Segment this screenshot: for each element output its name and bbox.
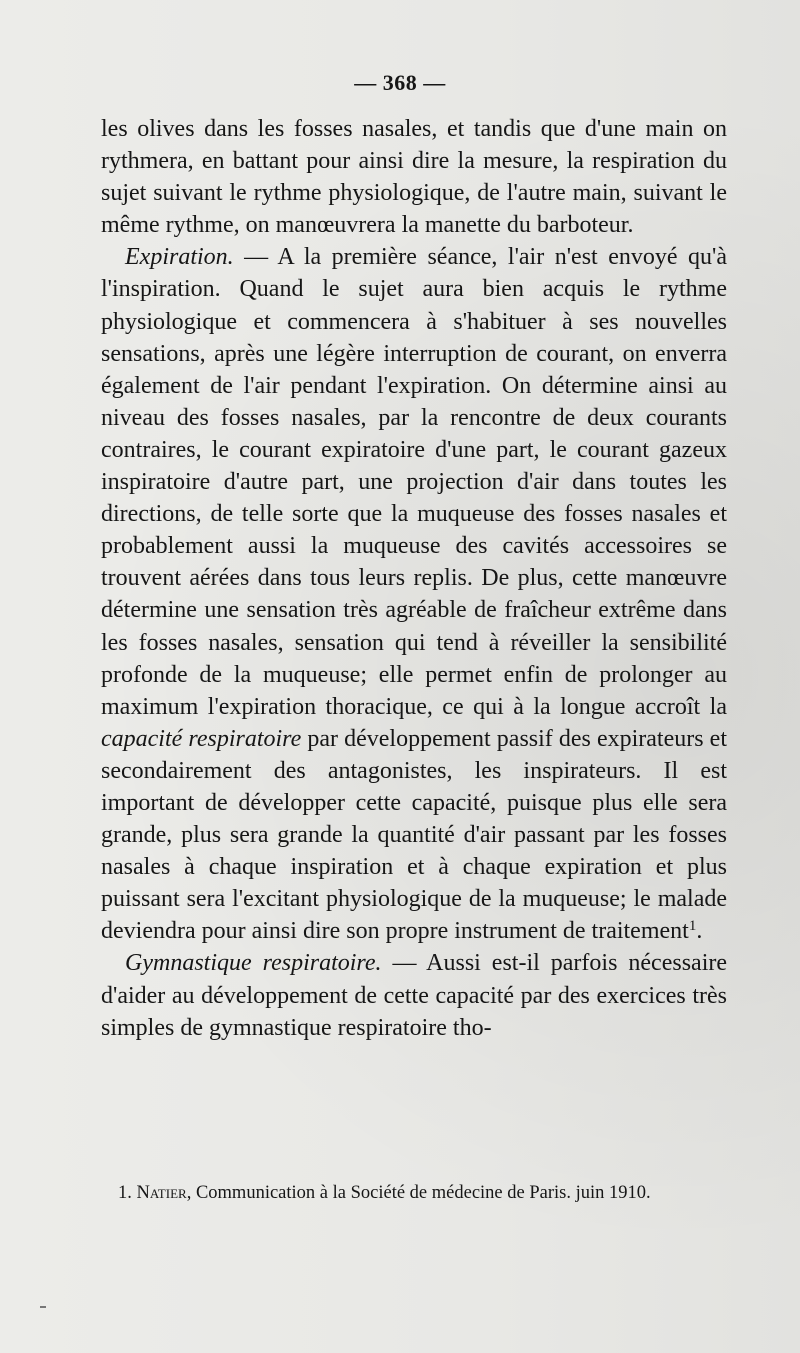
paragraph-text: — Aussi est-il parfois nécessaire d'aider au développement de cette capacité par des exercices très simples de gymnastique respiratoire tho- — [101, 950, 728, 1041]
scan-mark — [40, 1306, 46, 1308]
footnote-number: 1. — [118, 1183, 132, 1203]
footnote-reference: 1 — [688, 918, 697, 935]
emphasized-term: capacité respiratoire — [101, 725, 302, 752]
body-text — [101, 113, 727, 1044]
footnote-text: , Communication à la Société de médecine de Paris. juin 1910. — [186, 1183, 651, 1203]
paragraph-text: les olives dans les fosses nasales, et tandis que d'une main on rythmera, en battant pour ainsi dire la mesure, la respiration du sujet suivant le rythme physiologique, de l'autre main, suivant le même rythme, on manœuvrera la manette du barboteur. — [101, 116, 727, 239]
paragraph-text: — A la première séance, l'air n'est envoyé qu'à l'inspiration. Quand le sujet aura bien acquis le rythme physiologique et commencera à s'habituer à ses nouvelles sensations, après une légère interruption de courant, on enverra également de l'air pendant l'expiration. On détermine ainsi au niveau des fosses nasales, par la rencontre de deux courants contraires, le courant expiratoire d'une part, le courant gazeux inspiratoire d'autre part, une projection d'air dans toutes les directions, de telle sorte que la muqueuse des fosses nasales et probablement aussi la muqueuse des cavités accessoires se trouvent aérées dans tous leurs replis. De plus, cette manœuvre détermine une sensation très agréable de fraîcheur extrême dans les fosses nasales, sensation qui tend à réveiller la sensibilité profonde de la muqueuse; elle permet enfin de prolonger au maximum l'expiration thoracique, ce qui à la longue accroît la — [101, 244, 727, 720]
section-heading-expiration: Expiration. — [125, 244, 234, 271]
footnote-author: Natier — [136, 1183, 187, 1203]
paragraph-text: par développement passif des expirateurs et secondairement des antagonistes, les inspirateurs. Il est important de développer cette capacité, puisque plus elle sera grande, plus sera grande la quantité d'air passant par les fosses nasales à chaque inspiration et à chaque expiration et plus puissant sera l'excitant physiologique de la muqueuse; le malade deviendra pour ainsi dire son propre instrument de traitement — [101, 725, 727, 945]
paragraph-gymnastique — [101, 947, 727, 1043]
section-heading-gymnastique: Gymnastique respiratoire. — [125, 950, 382, 977]
footnote — [96, 1183, 726, 1203]
page-number: — 368 — — [354, 70, 446, 95]
paragraph-end: . — [696, 918, 703, 945]
paragraph-continuation — [101, 113, 727, 241]
paragraph-expiration — [101, 241, 727, 947]
